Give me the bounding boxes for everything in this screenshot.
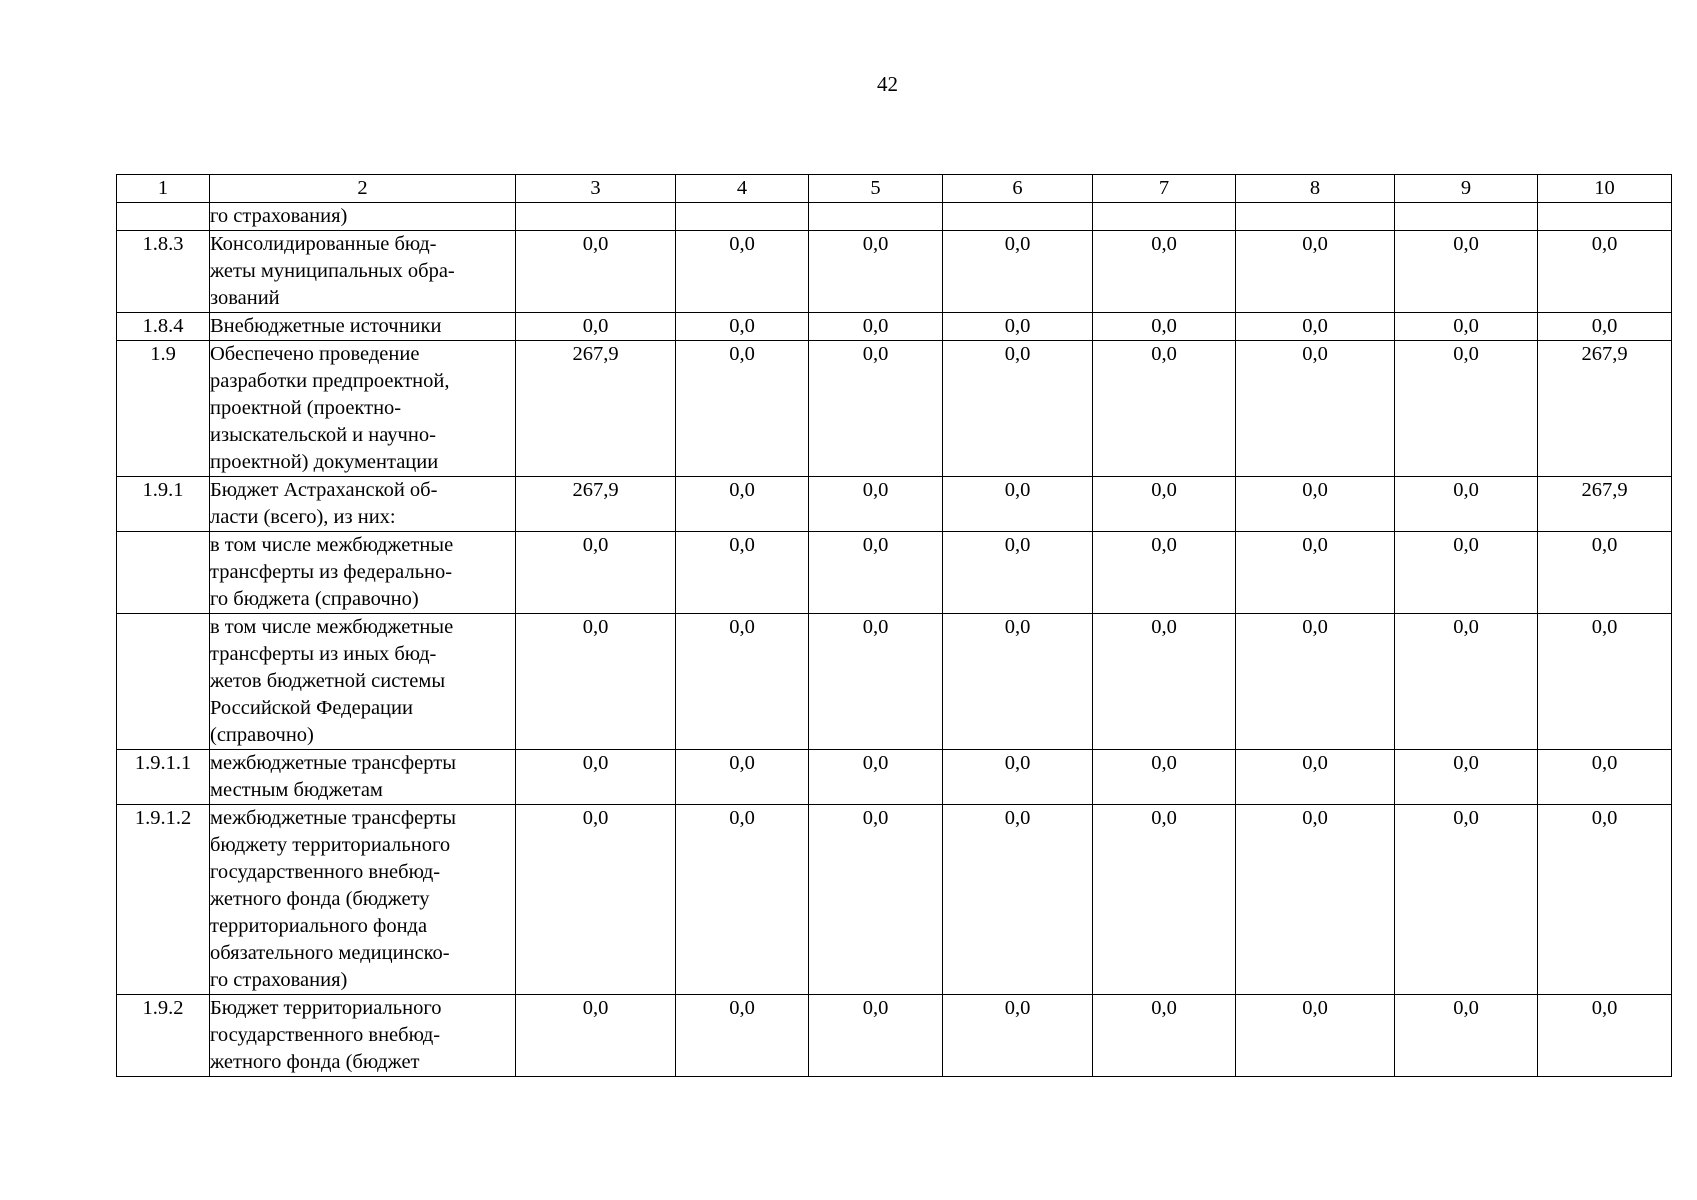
value-cell-col-5: 0,0	[809, 995, 943, 1077]
value-cell-col-3: 0,0	[516, 750, 676, 805]
value-cell-col-7: 0,0	[1093, 805, 1236, 995]
page-number: 42	[877, 72, 898, 96]
row-name: Бюджет территориального государственного внебюд- жетного фонда (бюджет	[210, 995, 516, 1077]
value-cell-col-8: 0,0	[1236, 614, 1395, 750]
column-number-6: 6	[943, 175, 1093, 203]
row-code: 1.9.1.1	[117, 750, 210, 805]
row-name: в том числе межбюджетные трансферты из федерально- го бюджета (справочно)	[210, 532, 516, 614]
value-cell-col-10	[1538, 203, 1672, 231]
column-number-9: 9	[1395, 175, 1538, 203]
value-cell-col-9: 0,0	[1395, 477, 1538, 532]
row-name: Обеспечено проведение разработки предпроектной, проектной (проектно- изыскательской и научно- проектной) документации	[210, 341, 516, 477]
value-cell-col-6: 0,0	[943, 995, 1093, 1077]
column-number-1: 1	[117, 175, 210, 203]
value-cell-col-4: 0,0	[676, 231, 809, 313]
value-cell-col-8: 0,0	[1236, 313, 1395, 341]
value-cell-col-8: 0,0	[1236, 477, 1395, 532]
value-cell-col-7: 0,0	[1093, 313, 1236, 341]
value-cell-col-7: 0,0	[1093, 750, 1236, 805]
row-code	[117, 203, 210, 231]
value-cell-col-6: 0,0	[943, 532, 1093, 614]
value-cell-col-4: 0,0	[676, 313, 809, 341]
value-cell-col-8	[1236, 203, 1395, 231]
value-cell-col-4: 0,0	[676, 532, 809, 614]
value-cell-col-3: 267,9	[516, 477, 676, 532]
value-cell-col-5: 0,0	[809, 477, 943, 532]
value-cell-col-7: 0,0	[1093, 532, 1236, 614]
value-cell-col-7: 0,0	[1093, 477, 1236, 532]
table-row	[117, 313, 1672, 341]
row-code: 1.8.4	[117, 313, 210, 341]
row-name: го страхования)	[210, 203, 516, 231]
value-cell-col-7	[1093, 203, 1236, 231]
row-name: в том числе межбюджетные трансферты из иных бюд- жетов бюджетной системы Российской Федерации (справочно)	[210, 614, 516, 750]
value-cell-col-6	[943, 203, 1093, 231]
value-cell-col-5	[809, 203, 943, 231]
value-cell-col-10: 0,0	[1538, 614, 1672, 750]
value-cell-col-3: 0,0	[516, 532, 676, 614]
value-cell-col-4: 0,0	[676, 805, 809, 995]
value-cell-col-8: 0,0	[1236, 750, 1395, 805]
value-cell-col-9: 0,0	[1395, 995, 1538, 1077]
table-row	[117, 805, 1672, 995]
value-cell-col-4: 0,0	[676, 614, 809, 750]
value-cell-col-6: 0,0	[943, 614, 1093, 750]
row-name: межбюджетные трансферты бюджету территориального государственного внебюд- жетного фонда (бюджету территориального фонда обязательного медицинско- го страхования)	[210, 805, 516, 995]
table-row	[117, 203, 1672, 231]
value-cell-col-10: 267,9	[1538, 477, 1672, 532]
value-cell-col-5: 0,0	[809, 805, 943, 995]
value-cell-col-8: 0,0	[1236, 231, 1395, 313]
row-code: 1.9.2	[117, 995, 210, 1077]
row-name: Внебюджетные источники	[210, 313, 516, 341]
row-code: 1.9	[117, 341, 210, 477]
value-cell-col-7: 0,0	[1093, 341, 1236, 477]
value-cell-col-6: 0,0	[943, 341, 1093, 477]
value-cell-col-9: 0,0	[1395, 750, 1538, 805]
value-cell-col-3: 0,0	[516, 313, 676, 341]
row-code	[117, 614, 210, 750]
value-cell-col-4: 0,0	[676, 995, 809, 1077]
value-cell-col-6: 0,0	[943, 805, 1093, 995]
value-cell-col-4: 0,0	[676, 341, 809, 477]
value-cell-col-10: 0,0	[1538, 805, 1672, 995]
value-cell-col-8: 0,0	[1236, 995, 1395, 1077]
value-cell-col-8: 0,0	[1236, 805, 1395, 995]
value-cell-col-4: 0,0	[676, 750, 809, 805]
table-row	[117, 477, 1672, 532]
value-cell-col-9: 0,0	[1395, 231, 1538, 313]
budget-table	[116, 174, 1672, 1077]
value-cell-col-9: 0,0	[1395, 614, 1538, 750]
value-cell-col-6: 0,0	[943, 750, 1093, 805]
value-cell-col-7: 0,0	[1093, 614, 1236, 750]
value-cell-col-9: 0,0	[1395, 532, 1538, 614]
table-row	[117, 231, 1672, 313]
value-cell-col-8: 0,0	[1236, 341, 1395, 477]
table-row	[117, 750, 1672, 805]
value-cell-col-10: 0,0	[1538, 750, 1672, 805]
value-cell-col-6: 0,0	[943, 477, 1093, 532]
value-cell-col-3: 0,0	[516, 995, 676, 1077]
column-number-10: 10	[1538, 175, 1672, 203]
value-cell-col-10: 0,0	[1538, 532, 1672, 614]
value-cell-col-6: 0,0	[943, 313, 1093, 341]
value-cell-col-5: 0,0	[809, 750, 943, 805]
value-cell-col-8: 0,0	[1236, 532, 1395, 614]
value-cell-col-10: 0,0	[1538, 313, 1672, 341]
table-row	[117, 341, 1672, 477]
value-cell-col-6: 0,0	[943, 231, 1093, 313]
column-number-7: 7	[1093, 175, 1236, 203]
value-cell-col-3	[516, 203, 676, 231]
table-row	[117, 614, 1672, 750]
value-cell-col-3: 0,0	[516, 614, 676, 750]
table-row	[117, 532, 1672, 614]
row-name: Бюджет Астраханской об- ласти (всего), из них:	[210, 477, 516, 532]
value-cell-col-4	[676, 203, 809, 231]
column-number-2: 2	[210, 175, 516, 203]
value-cell-col-7: 0,0	[1093, 995, 1236, 1077]
value-cell-col-7: 0,0	[1093, 231, 1236, 313]
row-code	[117, 532, 210, 614]
value-cell-col-9	[1395, 203, 1538, 231]
value-cell-col-9: 0,0	[1395, 805, 1538, 995]
row-code: 1.9.1.2	[117, 805, 210, 995]
value-cell-col-5: 0,0	[809, 614, 943, 750]
value-cell-col-5: 0,0	[809, 341, 943, 477]
value-cell-col-10: 267,9	[1538, 341, 1672, 477]
value-cell-col-5: 0,0	[809, 231, 943, 313]
value-cell-col-3: 0,0	[516, 231, 676, 313]
column-number-5: 5	[809, 175, 943, 203]
row-code: 1.9.1	[117, 477, 210, 532]
row-name: межбюджетные трансферты местным бюджетам	[210, 750, 516, 805]
value-cell-col-3: 267,9	[516, 341, 676, 477]
row-name: Консолидированные бюд- жеты муниципальных обра- зований	[210, 231, 516, 313]
value-cell-col-10: 0,0	[1538, 231, 1672, 313]
column-number-4: 4	[676, 175, 809, 203]
value-cell-col-3: 0,0	[516, 805, 676, 995]
value-cell-col-4: 0,0	[676, 477, 809, 532]
value-cell-col-9: 0,0	[1395, 341, 1538, 477]
table-header-row	[117, 175, 1672, 203]
column-number-8: 8	[1236, 175, 1395, 203]
value-cell-col-10: 0,0	[1538, 995, 1672, 1077]
value-cell-col-9: 0,0	[1395, 313, 1538, 341]
value-cell-col-5: 0,0	[809, 313, 943, 341]
table-row	[117, 995, 1672, 1077]
value-cell-col-5: 0,0	[809, 532, 943, 614]
row-code: 1.8.3	[117, 231, 210, 313]
column-number-3: 3	[516, 175, 676, 203]
